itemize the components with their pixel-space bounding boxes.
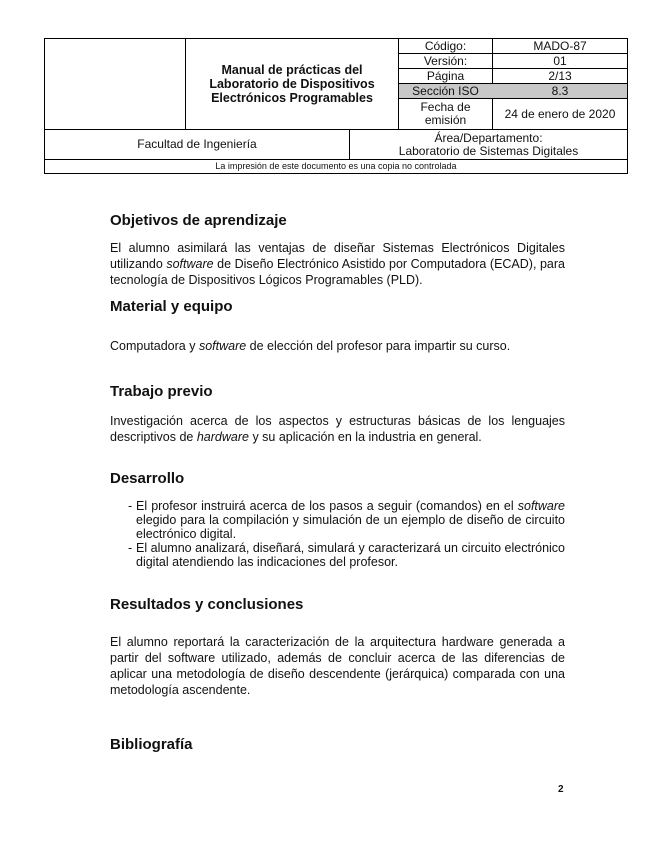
- list-item: - El profesor instruirá acerca de los pasos a seguir (comandos) en el software elegido para la compilación y simulación de un ejemplo de diseño de circuito electrónico digital.: [128, 499, 565, 541]
- heading-objetivos: Objetivos de aprendizaje: [110, 212, 287, 229]
- trabajo-previo-text: Investigación acerca de los aspectos y estructuras básicas de los lenguajes descriptivos de hardware y su aplicación en la industria en general.: [110, 414, 565, 444]
- list-item: - El alumno analizará, diseñará, simulará y caracterizará un circuito electrónico digital atendiendo las indicaciones del profesor.: [128, 541, 565, 569]
- area-departamento: Área/Departamento: Laboratorio de Sistemas Digitales: [398, 130, 579, 158]
- facultad: Facultad de Ingeniería: [137, 137, 257, 151]
- fecha-value: 24 de enero de 2020: [504, 106, 616, 121]
- heading-resultados: Resultados y conclusiones: [110, 596, 304, 613]
- material-text: Computadora y software de elección del profesor para impartir su curso.: [110, 339, 511, 353]
- desarrollo-list: [110, 499, 565, 569]
- page-number: 2: [558, 784, 564, 795]
- heading-trabajo-previo: Trabajo previo: [110, 383, 213, 400]
- document-header: [44, 38, 628, 174]
- manual-title: Manual de prácticas del Laboratorio de Dispositivos Electrónicos Programables: [209, 63, 375, 105]
- disclaimer: La impresión de este documento es una copia no controlada: [215, 161, 457, 171]
- pagina-value: 2/13: [548, 68, 572, 83]
- codigo-label: Código:: [424, 38, 467, 53]
- version-label: Versión:: [423, 53, 468, 68]
- heading-desarrollo: Desarrollo: [110, 470, 185, 487]
- version-value: 01: [553, 53, 567, 68]
- heading-material: Material y equipo: [110, 298, 233, 315]
- objetivos-text: El alumno asimilará las ventajas de diseñar Sistemas Electrónicos Digitales utilizando software de Diseño Electrónico Asistido por Computadora (ECAD), para tecnología de Dispositivos Lógicos Programables (PLD).: [110, 241, 565, 287]
- seccion-value: 8.3: [551, 83, 569, 98]
- codigo-value: MADO-87: [533, 38, 587, 53]
- pagina-label: Página: [426, 68, 465, 83]
- fecha-label: Fecha de emisión: [420, 100, 471, 127]
- resultados-text: El alumno reportará la caracterización de la arquitectura hardware generada a partir del software utilizado, además de concluir acerca de las diferencias de aplicar una metodología de diseño descendente (jerárquica) comparada con una metodología ascendente.: [110, 635, 565, 697]
- seccion-label: Sección ISO: [412, 83, 479, 98]
- heading-bibliografia: Bibliografía: [110, 736, 193, 753]
